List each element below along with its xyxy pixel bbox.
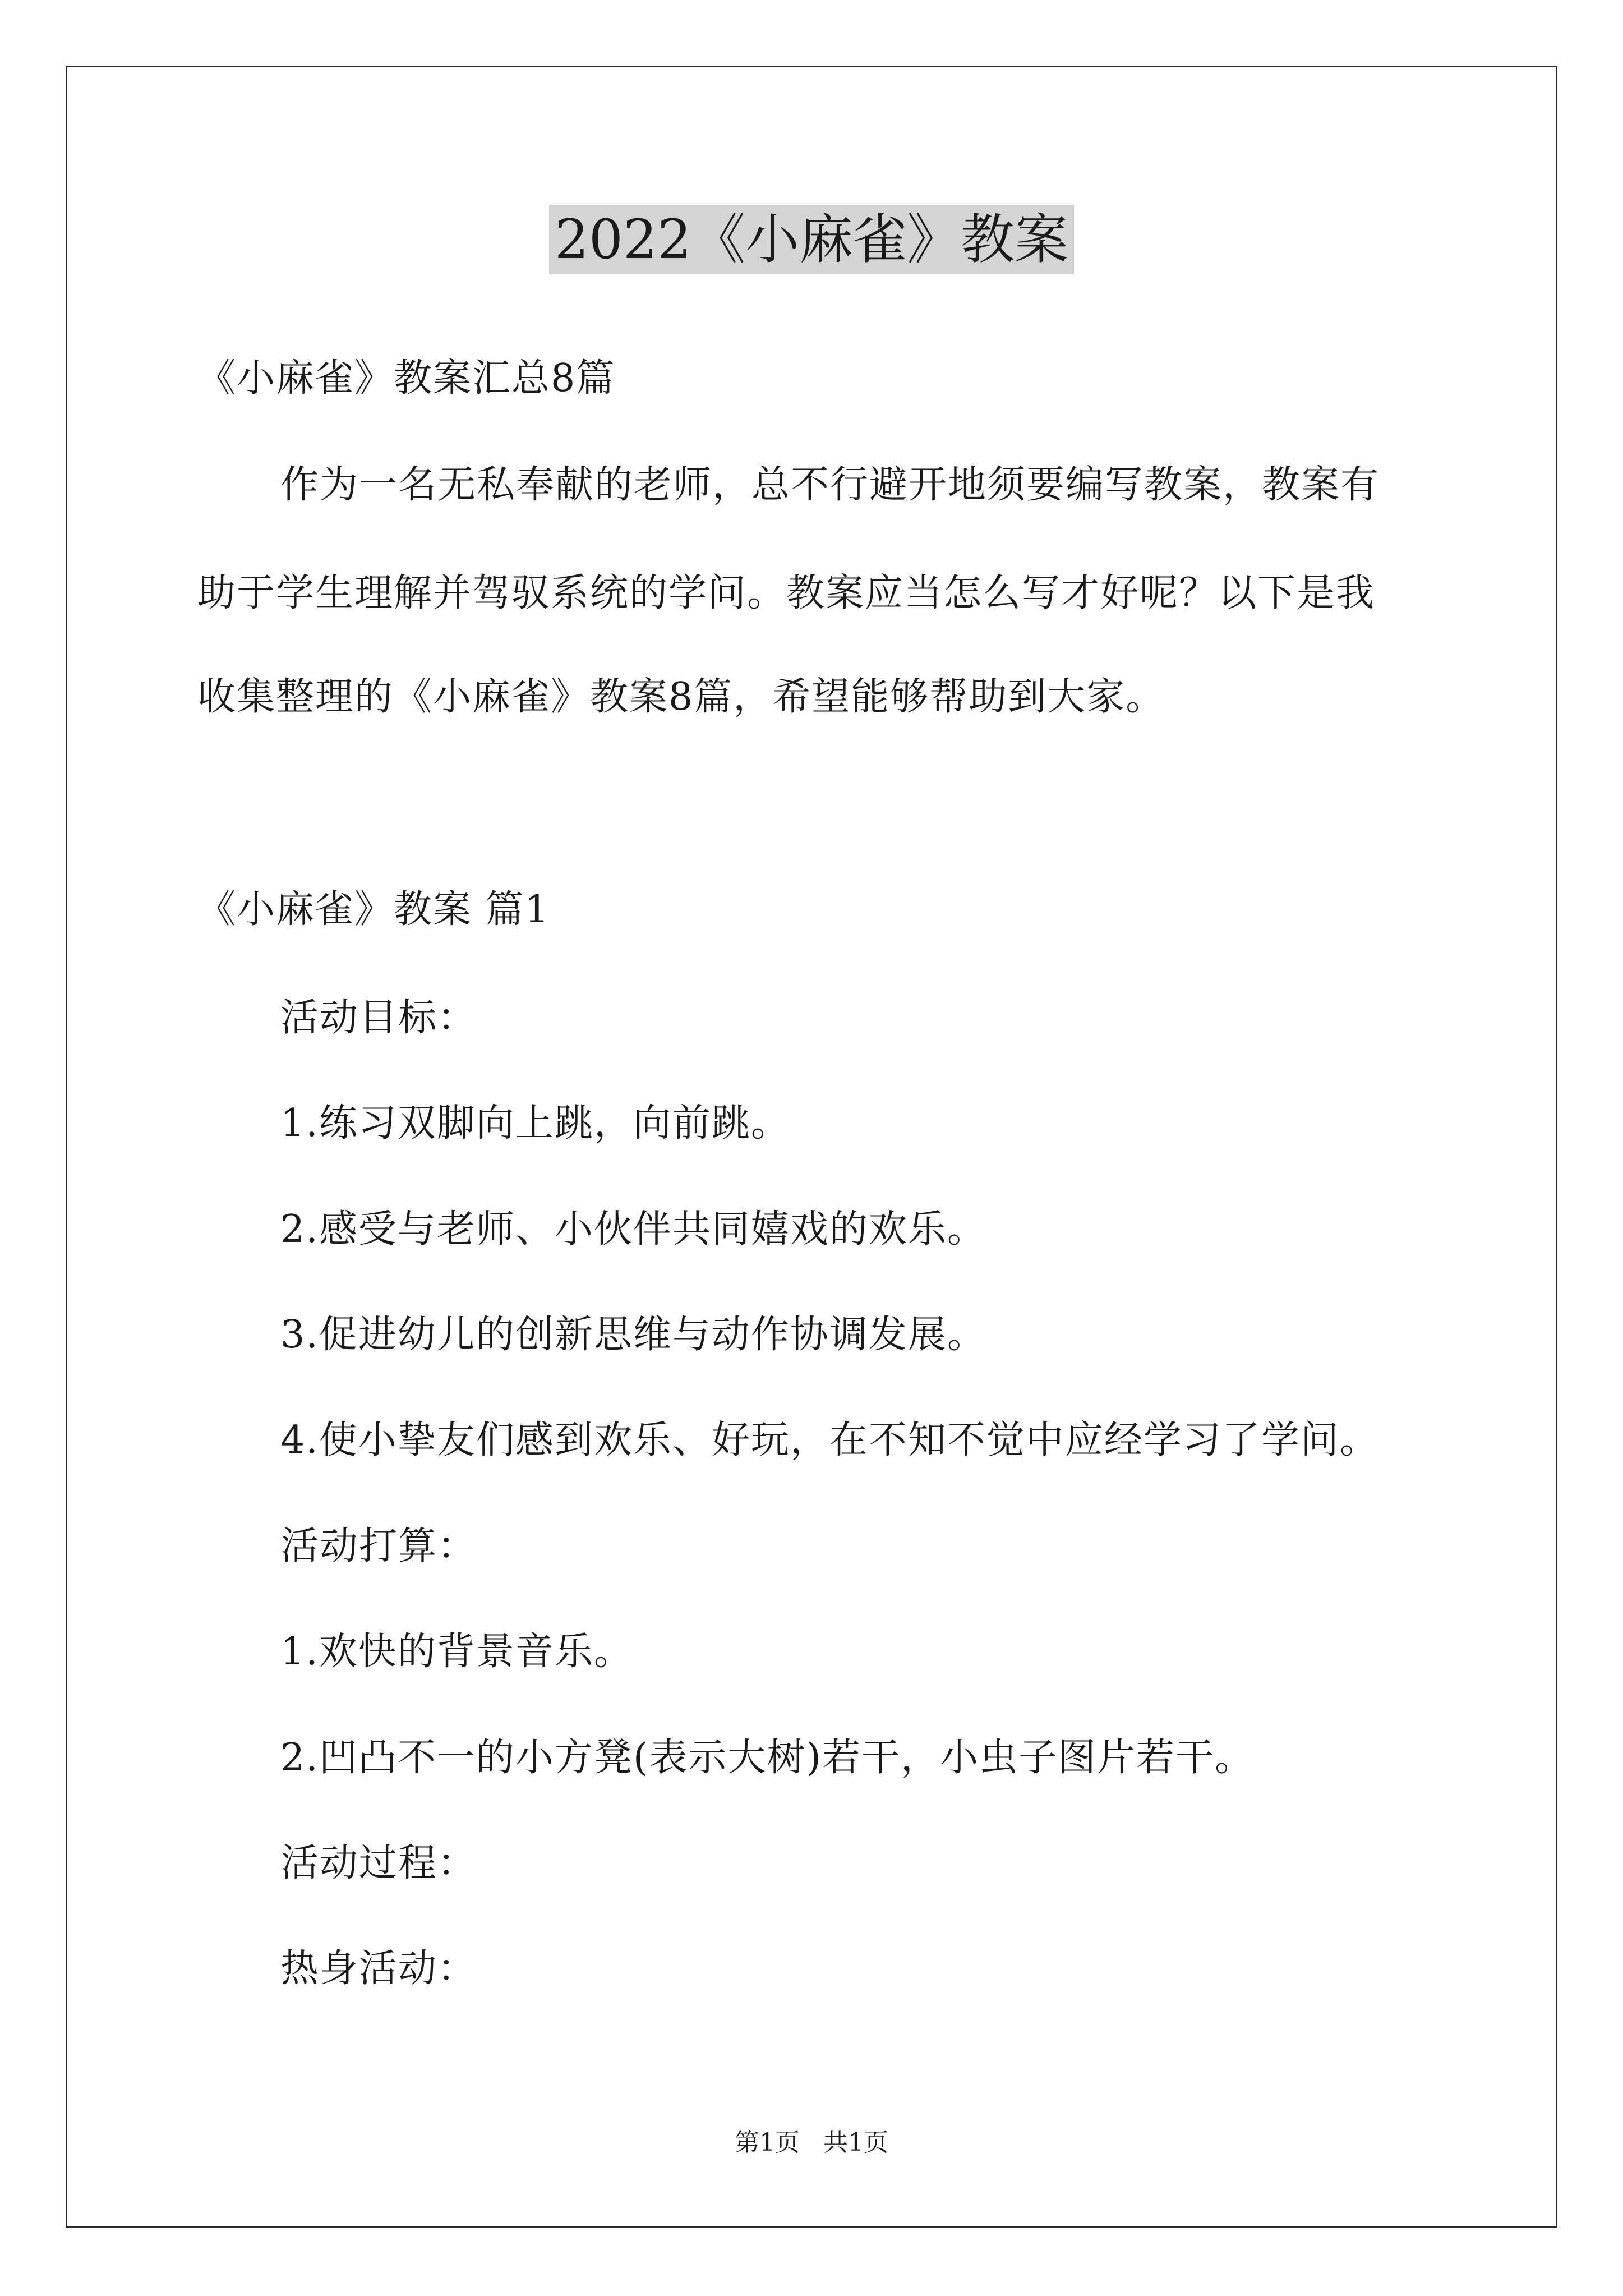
intro-line-2: 助于学生理解并驾驭系统的学问。教案应当怎么写才好呢？以下是我 [197, 571, 1376, 615]
body-line-goal-2: 2.感受与老师、小伙伴共同嬉戏的欢乐。 [280, 1207, 986, 1251]
section-heading: 《小麻雀》教案 篇1 [197, 887, 550, 932]
document-subtitle: 《小麻雀》教案汇总8篇 [197, 356, 616, 401]
intro-line-3: 收集整理的《小麻雀》教案8篇，希望能够帮助到大家。 [197, 675, 1165, 719]
intro-line-1: 作为一名无私奉献的老师，总不行避开地须要编写教案，教案有 [280, 463, 1380, 507]
body-line-process: 活动过程： [280, 1841, 477, 1885]
body-line-preparation: 活动打算： [280, 1524, 477, 1568]
document-title [0, 203, 1623, 276]
document-title-text: 2022《小麻雀》教案 [549, 205, 1074, 274]
body-line-activity-goals: 活动目标： [280, 996, 477, 1040]
body-line-warmup: 热身活动： [280, 1947, 477, 1991]
body-line-prep-1: 1.欢快的背景音乐。 [280, 1630, 633, 1674]
body-line-goal-1: 1.练习双脚向上跳，向前跳。 [280, 1101, 790, 1145]
body-line-goal-3: 3.促进幼儿的创新思维与动作协调发展。 [280, 1313, 986, 1357]
body-line-goal-4: 4.使小挚友们感到欢乐、好玩，在不知不觉中应经学习了学问。 [280, 1418, 1379, 1462]
body-line-prep-2: 2.凹凸不一的小方凳(表示大树)若干，小虫子图片若干。 [280, 1736, 1254, 1780]
page-footer: 第1页 共1页 [735, 2128, 888, 2157]
